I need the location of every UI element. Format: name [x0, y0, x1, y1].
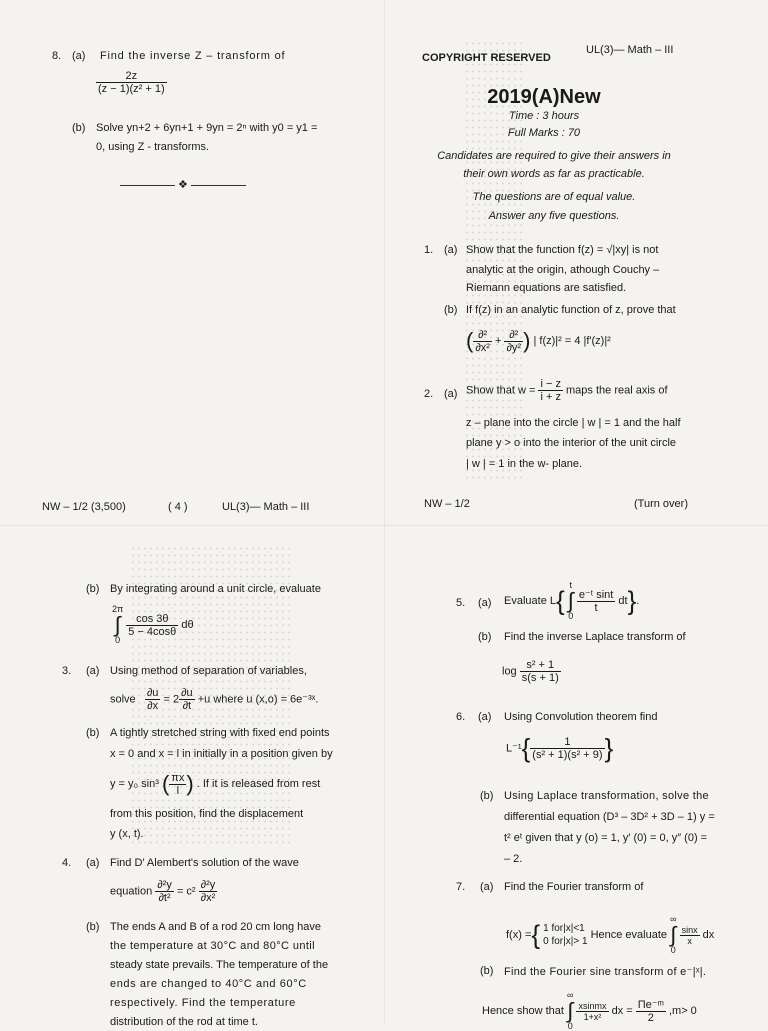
q7b-lower-limit: 0	[567, 1021, 573, 1031]
question-3a-text: Using method of separation of variables,	[110, 665, 307, 677]
question-5b-text: Find the inverse Laplace transform of	[504, 631, 686, 643]
question-1a-line2: analytic at the origin, athough Couchy –	[466, 264, 660, 276]
q7b-upper-limit: ∞	[567, 990, 574, 1000]
question-3a-equation	[110, 687, 318, 712]
question-2b-label: (b)	[86, 583, 100, 595]
question-1b-text: If f(z) in an analytic function of z, prove that	[466, 304, 676, 316]
question-4b-line5: respectively. Find the temperature	[110, 997, 296, 1009]
question-2-number: 2.	[424, 388, 434, 400]
question-8a-label: (a)	[72, 50, 86, 62]
question-1a-label: (a)	[444, 244, 458, 256]
q2a-numerator: i − z	[540, 378, 561, 390]
q5a-differential: dt	[618, 594, 628, 607]
q3a-rest: +u where u (x,o) = 6e⁻³ˣ.	[197, 693, 319, 706]
question-7-number: 7.	[456, 881, 466, 893]
question-8b-line1: Solve yn+2 + 6yn+1 + 9yn = 2ⁿ with y0 = y1 =	[96, 122, 318, 134]
question-3b-line1: A tightly stretched string with fixed end points	[110, 727, 330, 739]
question-1-number: 1.	[424, 244, 434, 256]
question-3b-line5: y (x, t).	[110, 828, 144, 840]
footer-code: NW – 1/2	[424, 498, 470, 510]
page-top-left	[0, 0, 384, 525]
question-4b-line1: The ends A and B of a rod 20 cm long have	[110, 921, 321, 933]
exam-title: 2019(A)New	[487, 86, 601, 108]
question-6a-expression: L⁻¹{ $\frac{1}{\text{(s² + 1)(s² + 9)}}$ }	[506, 733, 614, 763]
question-5a-expression: Evaluate L{ t ∫ 0 $\frac{\text{e⁻ᵗ sint}}{t}$ dt}.	[504, 580, 640, 621]
question-3a-label: (a)	[86, 665, 100, 677]
q2a-prefix: Show that w =	[466, 384, 536, 397]
q3b-pre: y = y₀ sin³	[110, 777, 159, 790]
question-6b-line1: Using Laplace transformation, solve the	[504, 790, 709, 802]
footer-code: NW – 1/2 (3,500)	[42, 501, 126, 513]
q3b-frac-num: πx	[171, 771, 185, 784]
question-3-number: 3.	[62, 665, 72, 677]
q2b-numerator: cos 3θ	[126, 613, 178, 626]
q3a-d2-num: ∂u	[181, 687, 193, 699]
q2a-suffix: maps the real axis of	[566, 384, 668, 397]
question-2a-line2: z – plane into the circle | w | = 1 and the half	[466, 417, 681, 429]
question-1b-equation: ( $\frac{\text{∂²}}{\text{∂x²}}$ + $\frac{\text{∂²}}{\text{∂y²}}$ ) | f(z)|² = 4 |f′(z)|²	[466, 328, 611, 354]
question-3b-line3: y = y₀ sin³ ( $\frac{\pi x}{l}$ ) . If it is released from rest	[110, 771, 321, 797]
exam-marks: Full Marks : 70	[507, 127, 581, 139]
q8a-denominator: (z − 1)(z² + 1)	[98, 83, 165, 95]
instruction-4: Answer any five questions.	[488, 210, 620, 222]
q4a-equation-word: equation	[110, 885, 153, 898]
question-1b-label: (b)	[444, 304, 458, 316]
q2a-denominator: i + z	[540, 391, 561, 403]
question-6a-label: (a)	[478, 711, 492, 723]
question-8-number: 8.	[52, 50, 62, 62]
question-2b-integral: 2π ∫ 0 $\frac{\cos 3\theta}{5 - 4\cos\theta}$ dθ	[112, 604, 194, 645]
q2b-upper-limit: 2π	[112, 604, 124, 614]
q3a-equals: = 2	[163, 693, 180, 706]
question-6-number: 6.	[456, 711, 466, 723]
q7b-condition: ,m> 0	[668, 1004, 697, 1017]
q2b-lower-limit: 0	[115, 635, 121, 645]
question-8a-text: Find the inverse Z – transform of	[100, 50, 286, 62]
footer-turn-over: (Turn over)	[634, 498, 688, 510]
footer-page-number: ( 4 )	[168, 501, 188, 513]
instruction-1: Candidates are required to give their answers in	[437, 150, 671, 162]
q5a-prefix: Evaluate L	[504, 594, 556, 607]
q3b-post: . If it is released from rest	[196, 777, 321, 790]
instruction-3: The questions are of equal value.	[472, 191, 636, 203]
q1b-partial-x-den: ∂x²	[475, 341, 490, 354]
q7b-numerator: xsinmx	[578, 1000, 607, 1011]
question-4a-label: (a)	[86, 857, 100, 869]
q7a-fx: f(x) =	[506, 928, 532, 941]
q7a-case-2: 0 for|x|> 1	[543, 936, 588, 947]
instruction-2: their own words as far as practicable.	[463, 168, 645, 180]
q3b-frac-den: l	[176, 784, 180, 797]
q5a-upper-limit: t	[569, 580, 572, 590]
q5a-numerator: e⁻ᵗ sint	[578, 589, 614, 601]
question-3b-line4: from this position, find the displacement	[110, 808, 304, 820]
question-4b-label: (b)	[86, 921, 100, 933]
question-1a-line1: Show that the function f(z) = √|xy| is not	[466, 244, 659, 256]
q7a-hence: Hence evaluate	[590, 928, 668, 941]
question-4b-line3: steady state prevails. The temperature of the	[110, 959, 329, 971]
question-6b-label: (b)	[480, 790, 494, 802]
section-divider: ❖	[120, 178, 246, 191]
q5b-numerator: s² + 1	[520, 659, 561, 672]
q7b-rhs-num: Πe⁻ᵐ	[637, 999, 664, 1011]
question-4b-line2: the temperature at 30°C and 80°C until	[110, 940, 315, 952]
question-2a-label: (a)	[444, 388, 458, 400]
q7a-dx: dx	[702, 928, 715, 941]
exam-time: Time : 3 hours	[508, 110, 580, 122]
q6a-numerator: 1	[530, 736, 604, 749]
question-7a-text: Find the Fourier transform of	[504, 881, 644, 893]
q1b-partial-x-num: ∂²	[473, 329, 492, 342]
question-6b-line3: t² eᵗ given that y (o) = 1, y′ (0) = 0, y″ (0) =	[504, 832, 708, 844]
page-top-right	[384, 0, 768, 525]
question-2a-line1	[466, 378, 668, 403]
q3a-solve: solve	[110, 693, 136, 706]
q5b-denominator: s(s + 1)	[521, 672, 559, 684]
q7b-denominator: 1+x²	[583, 1011, 602, 1022]
q1b-partial-y-den: ∂y²	[506, 341, 522, 354]
question-2a-line3: plane y > o into the interior of the unit circle	[466, 437, 677, 449]
question-5a-label: (a)	[478, 597, 492, 609]
q3a-d1-num: ∂u	[146, 687, 159, 699]
question-5b-expression	[502, 659, 561, 684]
question-2a-line4: | w | = 1 in the w- plane.	[466, 458, 583, 470]
q2b-denominator: 5 − 4cosθ	[128, 625, 177, 638]
question-2b-text: By integrating around a unit circle, evaluate	[110, 583, 321, 595]
q5b-log: log	[502, 665, 517, 678]
q7b-hence: Hence show that	[482, 1004, 564, 1017]
footer-subject: UL(3)— Math – III	[222, 501, 310, 513]
q6a-operator: L⁻¹	[506, 742, 522, 755]
page-bottom-left	[0, 525, 384, 1028]
q5a-denominator: t	[594, 602, 598, 614]
question-8a-expression	[96, 70, 167, 95]
q7a-case-1: 1 for|x|<1	[543, 923, 585, 934]
question-1a-line3: Riemann equations are satisfied.	[466, 282, 627, 294]
question-5-number: 5.	[456, 597, 466, 609]
q8a-numerator: 2z	[96, 70, 167, 83]
q5a-lower-limit: 0	[568, 611, 574, 621]
question-5b-label: (b)	[478, 631, 492, 643]
q1b-partial-y-num: ∂²	[504, 329, 523, 342]
q4a-d1-den: ∂t²	[158, 892, 171, 904]
q3a-d1-den: ∂x	[147, 700, 159, 712]
q4a-d2-den: ∂x²	[200, 892, 216, 904]
question-8b-line2: 0, using Z - transforms.	[96, 141, 210, 153]
q3a-d2-den: ∂t	[182, 700, 192, 712]
paper-code: UL(3)— Math – III	[586, 44, 674, 56]
question-6b-line2: differential equation (D³ – 3D² + 3D – 1) y =	[504, 811, 715, 823]
question-7b-label: (b)	[480, 965, 494, 977]
q6a-denominator: (s² + 1)(s² + 9)	[532, 749, 603, 761]
question-7a-expression: f(x) ={ 1 for|x|<1 0 for|x|> 1 Hence evaluate ∞ ∫ 0 $\frac{\sin x}{x}$ dx	[506, 914, 715, 955]
q4a-d1-num: ∂²y	[157, 879, 172, 891]
q7a-upper-limit: ∞	[670, 914, 677, 924]
q7a-int-den: x	[687, 935, 692, 946]
question-6a-text: Using Convolution theorem find	[504, 711, 658, 723]
q7a-lower-limit: 0	[670, 945, 676, 955]
q4a-d2-num: ∂²y	[200, 879, 216, 891]
question-4-number: 4.	[62, 857, 72, 869]
question-3b-label: (b)	[86, 727, 100, 739]
question-7b-text: Find the Fourier sine transform of e⁻|ˣ|.	[504, 966, 707, 978]
page-bottom-right	[384, 525, 768, 1031]
question-7a-label: (a)	[480, 881, 494, 893]
q2b-differential: dθ	[181, 618, 194, 631]
question-7b-expression: Hence show that ∞ ∫ 0 $\frac{\text{xsinmx}}{\text{1+x²}}$ dx = $\frac{\text{Πe⁻ᵐ}}{2}$ ,m> 0	[482, 990, 697, 1031]
q7b-dx: dx =	[611, 1004, 633, 1017]
question-8b-label: (b)	[72, 122, 86, 134]
q7b-rhs-den: 2	[647, 1012, 654, 1024]
q4a-equals: = c²	[176, 885, 196, 898]
question-4b-line4: ends are changed to 40°C and 60°C	[110, 978, 307, 990]
q1b-rhs: | f(z)|² = 4 |f′(z)|²	[533, 334, 611, 347]
copyright-notice: COPYRIGHT RESERVED	[422, 52, 551, 64]
q7a-int-num: sinx	[681, 924, 698, 935]
question-6b-line4: – 2.	[504, 853, 523, 865]
question-4a-text: Find D′ Alembert's solution of the wave	[110, 857, 299, 869]
question-3b-line2: x = 0 and x = l in initially in a position given by	[110, 748, 333, 760]
question-4a-equation	[110, 879, 217, 904]
question-4b-line6: distribution of the rod at time t.	[110, 1016, 258, 1028]
